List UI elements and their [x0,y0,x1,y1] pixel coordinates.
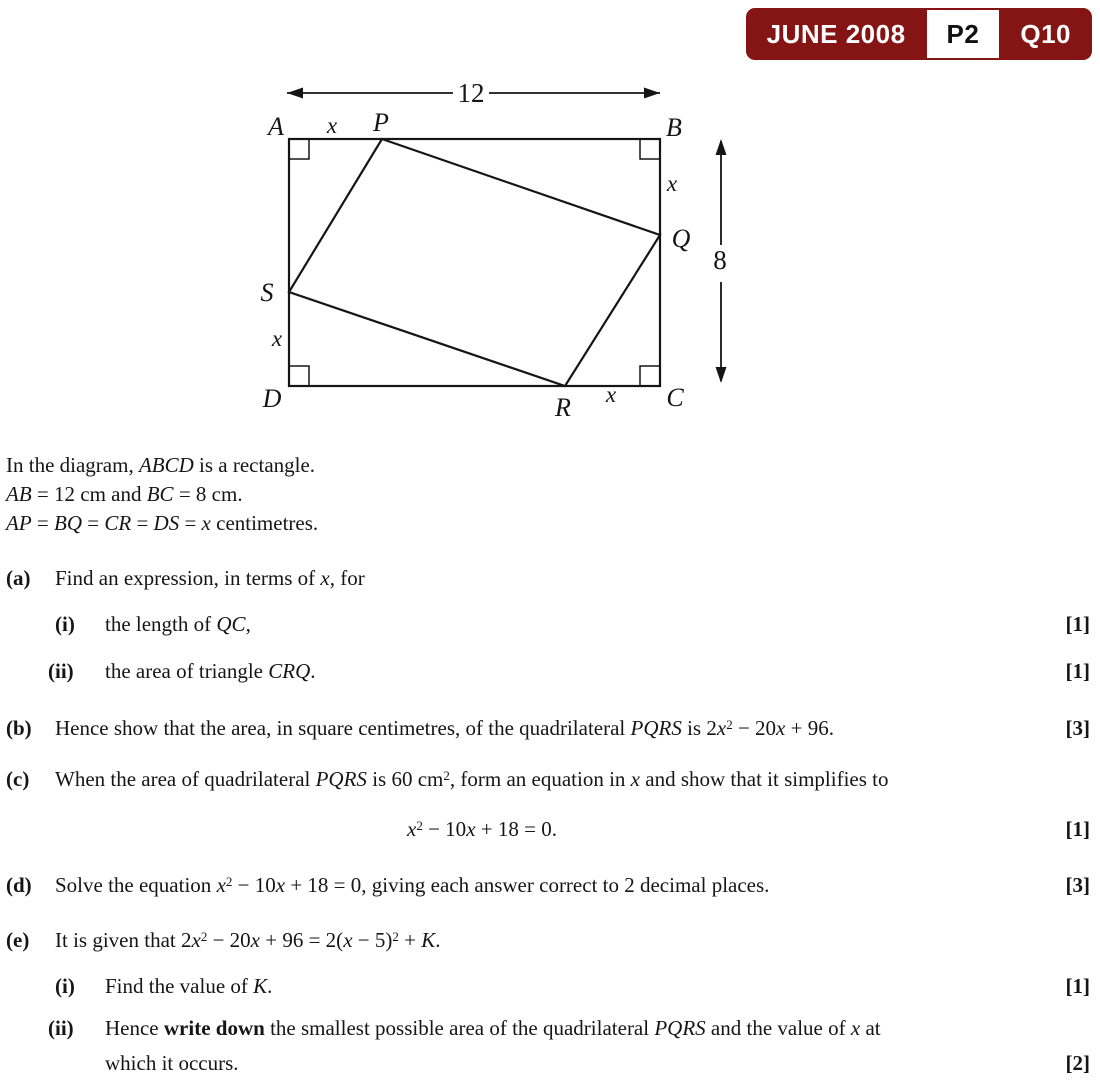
part-text: It is given that $2x^2 - 20x + 96 = 2(x - 5)^2 + K$. [55,928,441,952]
part-text: Hence show that the area, in square centimetres, of the quadrilateral PQRS is $2x^2 - 20x + 96$. [55,716,834,740]
equation-text: $x^2 - 10x + 18 = 0$. [407,817,557,841]
part-e-ii-row [0,1015,1100,1047]
dimension-label-8: 8 [713,245,727,275]
part-text: Find the value of K. [105,974,273,998]
intro-line-3 [0,510,1100,542]
right-angle-mark-A [289,139,309,159]
segment-label-x-bottom: x [605,382,617,407]
intro-line-2 [0,481,1100,513]
part-e-row [0,927,1100,959]
part-label: (c) [6,767,30,791]
part-a-ii-row [0,658,1100,690]
geometry-diagram [240,75,760,427]
intro-text: AP = BQ = CR = DS = x centimetres. [6,511,319,535]
part-a-row [0,565,1100,597]
part-d-row [0,872,1100,904]
right-angle-mark-B [640,139,660,159]
marks-badge: [2] [1065,1051,1090,1075]
rectangle-ABCD [289,139,660,386]
part-label: (a) [6,566,31,590]
part-text: Hence write down the smallest possible area of the quadrilateral PQRS and the value of x at [105,1016,881,1040]
segment-label-x-right: x [666,171,678,196]
marks-badge: [1] [1065,974,1090,998]
left-arrowhead-icon [287,88,303,99]
segment-label-x-left: x [271,326,283,351]
part-label: (d) [6,873,32,897]
marks-badge: [3] [1065,716,1090,740]
part-b-row [0,715,1100,747]
vertex-label-P: P [373,108,389,137]
part-e-i-row [0,973,1100,1005]
part-text: the area of triangle CRQ. [105,659,316,683]
intro-text: AB = 12 cm and BC = 8 cm. [6,482,243,506]
badge-session-label: JUNE 2008 [766,18,906,49]
part-label: (b) [6,716,32,740]
right-angle-mark-C [640,366,660,386]
vertex-label-B: B [666,113,682,142]
part-label: (ii) [48,1016,74,1040]
part-label: (i) [55,612,75,636]
marks-badge: [1] [1065,612,1090,636]
vertex-label-Q: Q [671,224,691,253]
vertex-label-S: S [260,278,274,307]
part-text: which it occurs. [105,1051,239,1075]
badge-paper-label: P2 [927,10,1000,58]
part-text: Find an expression, in terms of x, for [55,566,365,590]
part-a-i-row [0,611,1100,643]
part-c-equation-row [0,816,1100,848]
part-c-row [0,766,1100,798]
right-angle-mark-D [289,366,309,386]
part-text: the length of QC, [105,612,251,636]
segment-label-x-top: x [326,113,338,138]
down-arrowhead-icon [716,367,727,383]
part-e-ii-continuation-row [0,1050,1100,1082]
right-arrowhead-icon [644,88,660,99]
marks-badge: [1] [1065,817,1090,841]
part-text: Solve the equation $x^2 - 10x + 18 = 0$, giving each answer correct to 2 decimal places. [55,873,770,897]
quadrilateral-PQRS [289,139,660,386]
vertex-label-R: R [555,393,571,422]
dimension-label-12: 12 [457,78,485,108]
question-badge [746,8,1092,60]
intro-text: In the diagram, ABCD is a rectangle. [6,453,316,477]
part-label: (e) [6,928,30,952]
intro-line-1 [0,452,1100,484]
badge-question-label: Q10 [1020,18,1071,49]
part-label: (ii) [48,659,74,683]
part-label: (i) [55,974,75,998]
marks-badge: [3] [1065,873,1090,897]
part-text: When the area of quadrilateral PQRS is 60 $cm^2$, form an equation in x and show that it simplifies to [55,767,889,791]
up-arrowhead-icon [716,139,727,155]
marks-badge: [1] [1065,659,1090,683]
vertex-label-C: C [666,383,684,412]
vertex-label-A: A [268,112,284,141]
vertex-label-D: D [262,384,282,413]
